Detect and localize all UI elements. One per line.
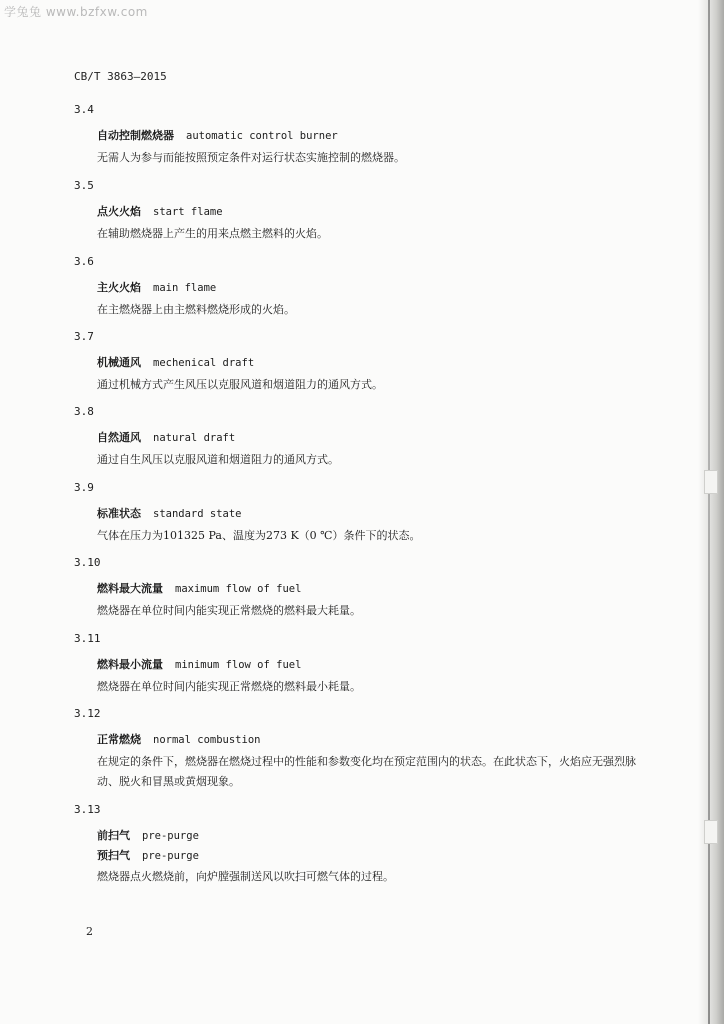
term-english: maximum flow of fuel [175, 583, 302, 595]
term-line [97, 205, 223, 219]
term-definition: 燃烧器在单位时间内能实现正常燃烧的燃料最小耗量。 [97, 680, 361, 693]
term-chinese: 自动控制燃烧器 [97, 129, 174, 142]
scan-edge-shadow [698, 0, 724, 1024]
term-definition: 在辅助燃烧器上产生的用来点燃主燃料的火焰。 [97, 227, 328, 240]
term-chinese: 正常燃烧 [97, 733, 141, 746]
term-definition: 通过自生风压以克服风道和烟道阻力的通风方式。 [97, 453, 339, 466]
term-definition: 无需人为参与而能按照预定条件对运行状态实施控制的燃烧器。 [97, 151, 405, 164]
term-definition: 燃烧器在单位时间内能实现正常燃烧的燃料最大耗量。 [97, 604, 361, 617]
watermark: 学兔兔 www.bzfxw.com [4, 5, 148, 19]
clause-number: 3.5 [74, 179, 94, 192]
term-line [97, 129, 338, 143]
page-number: 2 [86, 925, 93, 938]
term-line [97, 733, 260, 747]
clause-number: 3.8 [74, 405, 94, 418]
term-chinese: 点火火焰 [97, 205, 141, 218]
term-definition: 气体在压力为101325 Pa、温度为273 K（0 ℃）条件下的状态。 [97, 529, 421, 542]
term-english: main flame [153, 282, 217, 294]
term-line-synonym [97, 849, 199, 863]
term-chinese: 燃料最大流量 [97, 582, 163, 595]
term-line [97, 431, 235, 445]
term-english: mechenical draft [153, 357, 255, 369]
scan-edge-mark [704, 820, 718, 844]
standard-number: CB/T 3863—2015 [74, 70, 167, 83]
term-line [97, 582, 301, 596]
term-english: pre-purge [142, 850, 199, 862]
term-chinese: 前扫气 [97, 829, 130, 842]
term-chinese: 机械通风 [97, 356, 141, 369]
clause-number: 3.12 [74, 707, 101, 720]
term-chinese: 燃料最小流量 [97, 658, 163, 671]
term-definition: 在主燃烧器上由主燃料燃烧形成的火焰。 [97, 303, 295, 316]
clause-number: 3.10 [74, 556, 101, 569]
term-english: pre-purge [142, 830, 199, 842]
clause-number: 3.9 [74, 481, 94, 494]
term-line [97, 658, 301, 672]
term-english: normal combustion [153, 734, 261, 746]
term-english: start flame [153, 206, 223, 218]
clause-number: 3.6 [74, 255, 94, 268]
scan-edge-mark [704, 470, 718, 494]
term-english: natural draft [153, 432, 236, 444]
term-english: minimum flow of fuel [175, 659, 302, 671]
term-english: standard state [153, 508, 242, 520]
term-chinese: 预扫气 [97, 849, 130, 862]
term-definition: 通过机械方式产生风压以克服风道和烟道阻力的通风方式。 [97, 378, 383, 391]
clause-number: 3.13 [74, 803, 101, 816]
clause-number: 3.11 [74, 632, 101, 645]
term-definition: 在规定的条件下，燃烧器在燃烧过程中的性能和参数变化均在预定范围内的状态。在此状态下，火焰应无强烈脉动、脱火和冒黑或黄烟现象。 [97, 755, 636, 788]
term-chinese: 主火火焰 [97, 281, 141, 294]
term-line [97, 281, 216, 295]
term-line [97, 507, 242, 521]
term-definition: 燃烧器点火燃烧前，向炉膛强制送风以吹扫可燃气体的过程。 [97, 870, 394, 883]
term-line [97, 356, 254, 370]
clause-number: 3.4 [74, 103, 94, 116]
clause-number: 3.7 [74, 330, 94, 343]
term-english: automatic control burner [186, 130, 338, 142]
term-chinese: 标准状态 [97, 507, 141, 520]
term-line [97, 829, 199, 843]
term-chinese: 自然通风 [97, 431, 141, 444]
scan-binding-line [708, 0, 710, 1024]
